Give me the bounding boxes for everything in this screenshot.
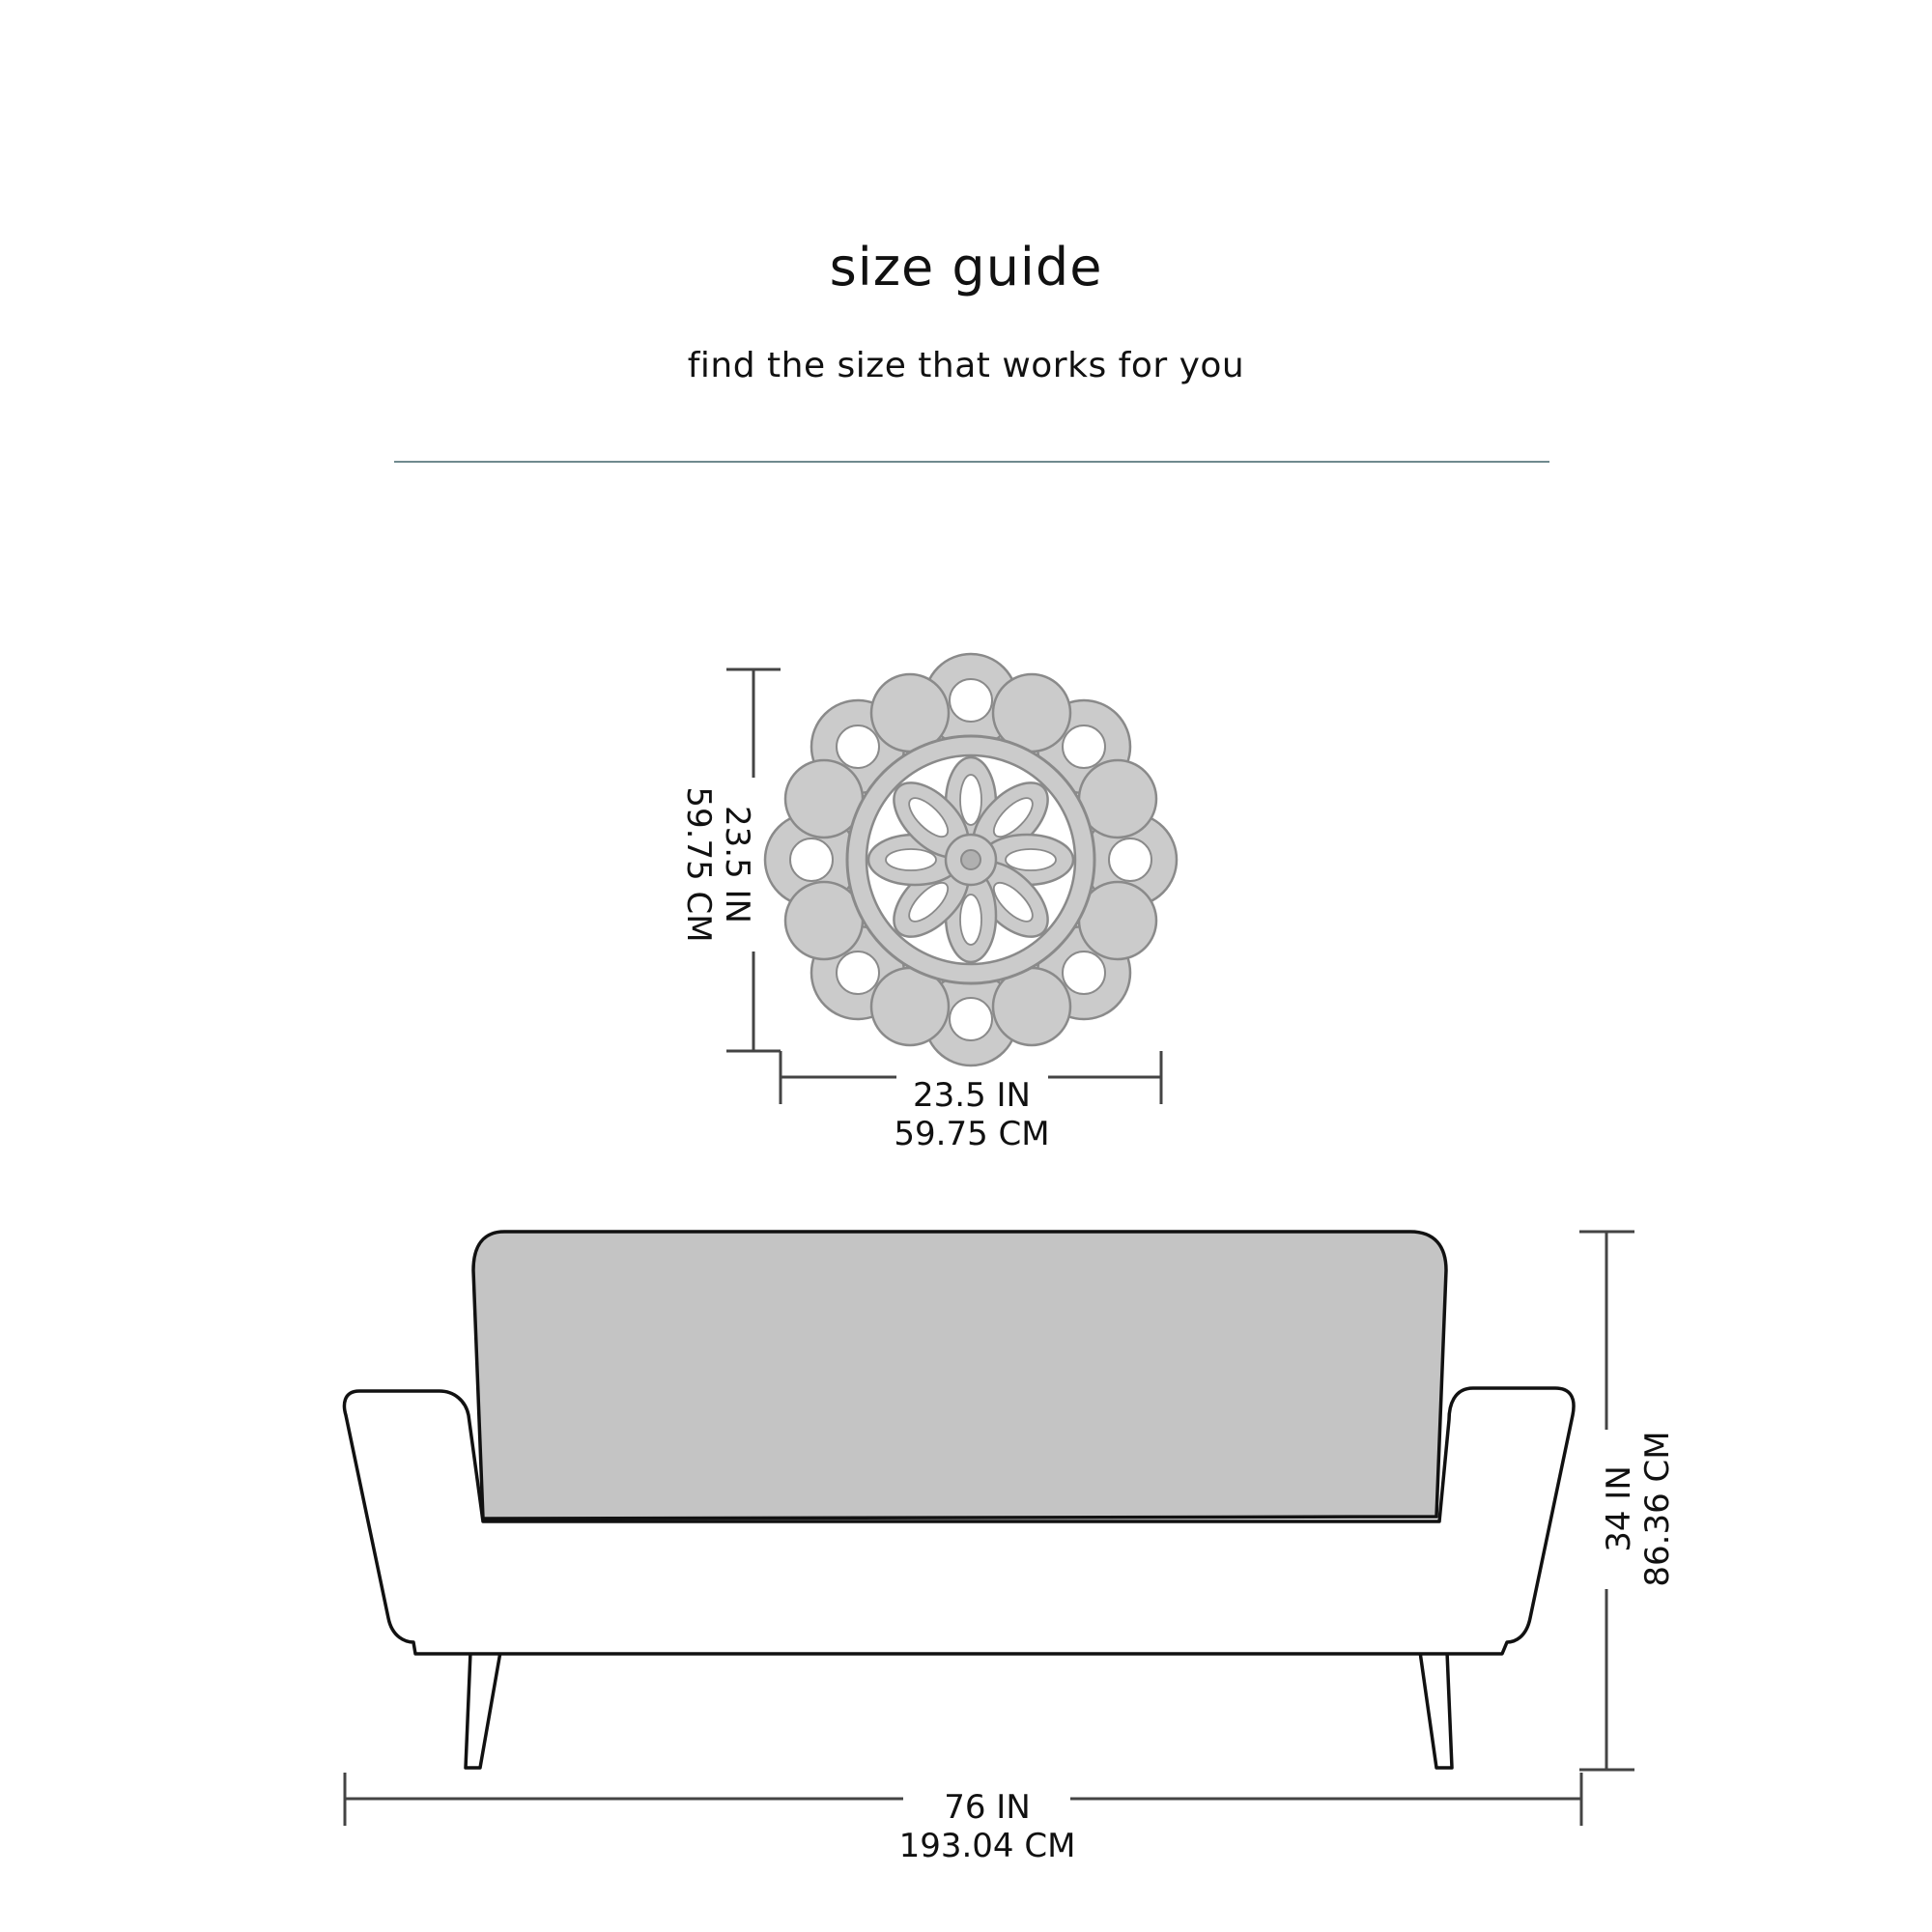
mandala-icon [765, 654, 1177, 1065]
wall-art-height-in: 23.5 IN [718, 806, 756, 923]
page-title: size guide [829, 237, 1103, 298]
wall-art-height-cm: 59.75 CM [679, 786, 718, 943]
wall-art-width-in: 23.5 IN [913, 1076, 1031, 1115]
sofa-icon [344, 1232, 1574, 1768]
sofa-width-cm: 193.04 CM [898, 1827, 1076, 1865]
sofa-height-cm: 86.36 CM [1638, 1431, 1677, 1587]
page-subtitle: find the size that works for you [687, 346, 1245, 385]
wall-art-width-cm: 59.75 CM [894, 1115, 1050, 1153]
sofa-height-in: 34 IN [1600, 1465, 1638, 1552]
sofa-width-in: 76 IN [944, 1788, 1031, 1827]
